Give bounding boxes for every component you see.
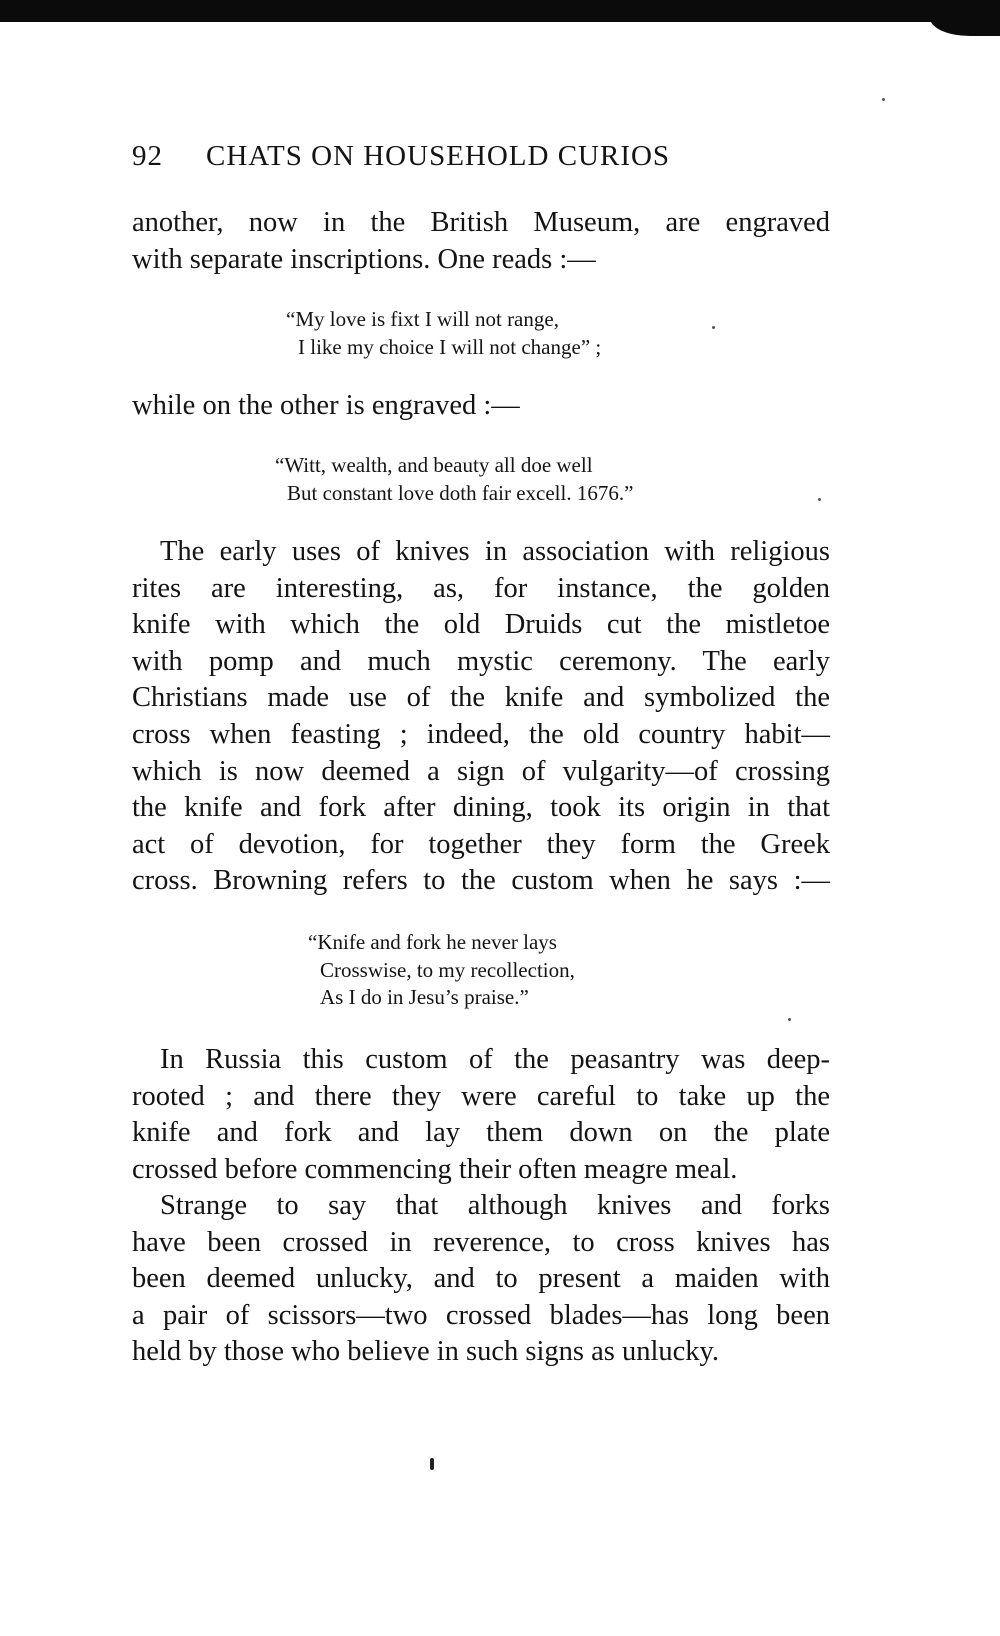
text-line: Christians made use of the knife and symbolized the: [132, 682, 830, 714]
scan-speck: [788, 1018, 791, 1021]
ink-mark: [430, 1458, 434, 1470]
quote-line: “Knife and fork he never lays: [308, 930, 557, 954]
text-line: held by those who believe in such signs as unlucky.: [132, 1336, 720, 1368]
text-line: knife and fork and lay them down on the plate: [132, 1117, 830, 1149]
text-line: a pair of scissors—two crossed blades—has long been: [132, 1299, 830, 1331]
text-line: cross when feasting ; indeed, the old country habit—: [132, 718, 830, 750]
top-scan-border: [0, 0, 1000, 22]
text-line: with separate inscriptions. One reads :—: [132, 243, 596, 275]
text-line: In Russia this custom of the peasantry was deep-: [160, 1044, 830, 1075]
paragraph-religious-rites: [132, 534, 830, 900]
inscription-quote-2: [275, 452, 633, 507]
text-line: The early uses of knives in association with religious: [160, 536, 830, 567]
text-line: the knife and fork after dining, took its origin in that: [132, 792, 830, 824]
text-line: rites are interesting, as, for instance, the golden: [132, 572, 830, 604]
scan-speck: [818, 498, 821, 501]
scan-speck: [712, 326, 715, 329]
quote-line: “My love is fixt I will not range,: [286, 307, 559, 331]
text-line: Strange to say that although knives and forks: [160, 1190, 830, 1221]
text-line: while on the other is engraved :—: [132, 390, 520, 421]
running-title: CHATS ON HOUSEHOLD CURIOS: [206, 140, 671, 172]
quote-line: But constant love doth fair excell. 1676.”: [287, 480, 634, 505]
text-line: which is now deemed a sign of vulgarity—of crossing: [132, 755, 830, 787]
paragraph-scissors: [132, 1188, 830, 1371]
text-line: with pomp and much mystic ceremony. The early: [132, 645, 830, 677]
paragraph-other-inscription: [132, 388, 830, 425]
scan-speck: [882, 98, 885, 101]
quote-line: “Witt, wealth, and beauty all doe well: [275, 453, 593, 477]
text-line: rooted ; and there they were careful to take up the: [132, 1080, 830, 1112]
text-line: crossed before commencing their often meagre meal.: [132, 1153, 738, 1185]
text-line: another, now in the British Museum, are engraved: [132, 207, 830, 238]
browning-quote: [308, 929, 575, 1012]
text-line: knife with which the old Druids cut the mistletoe: [132, 609, 830, 641]
quote-line: I like my choice I will not change” ;: [298, 334, 602, 359]
text-line: have been crossed in reverence, to cross knives has: [132, 1226, 830, 1258]
top-scan-border-edge: [930, 14, 1000, 36]
running-header: [132, 140, 832, 173]
paragraph-russia: [132, 1042, 830, 1188]
paragraph-continuation: [132, 205, 830, 278]
page-number: 92: [132, 140, 163, 172]
text-line: been deemed unlucky, and to present a maiden with: [132, 1263, 830, 1295]
inscription-quote-1: [286, 306, 601, 361]
quote-line: Crosswise, to my recollection,: [320, 957, 575, 982]
text-line: act of devotion, for together they form the Greek: [132, 828, 830, 860]
quote-line: As I do in Jesu’s praise.”: [320, 985, 529, 1009]
text-line: cross. Browning refers to the custom when he says :—: [132, 865, 830, 897]
